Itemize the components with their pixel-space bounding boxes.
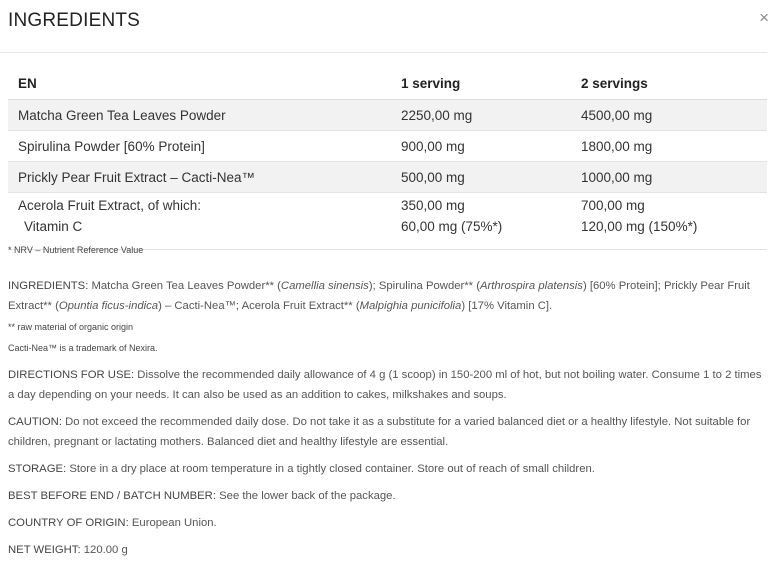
ingredients-text: ) [60% Protein]; Prickly Pear Fruit Extract** (	[8, 280, 750, 312]
ingredient-name: Matcha Green Tea Leaves Powder	[8, 100, 389, 131]
directions-paragraph	[8, 366, 766, 405]
storage-text: Store in a dry place at room temperature in a tightly closed container. Store out of reach of small children.	[66, 463, 595, 475]
nrv-note: * NRV – Nutrient Reference Value	[8, 245, 144, 255]
ingredient-name: Prickly Pear Fruit Extract – Cacti-Nea™	[8, 162, 389, 193]
serving-2-value: 1000,00 mg	[571, 162, 767, 193]
serving-1-value: 350,00 mg	[401, 198, 465, 213]
sub-serving-1-value: 60,00 mg (75%*)	[401, 219, 503, 234]
net-weight-label: NET WEIGHT:	[8, 544, 81, 556]
net-weight-paragraph	[8, 541, 766, 561]
caution-paragraph	[8, 413, 766, 452]
sub-serving-2-value: 120,00 mg (150%*)	[581, 219, 698, 234]
latin-name: Arthrospira platensis	[479, 280, 583, 292]
ingredients-text: ) [17% Vitamin C].	[461, 299, 553, 312]
origin-text: European Union.	[128, 517, 217, 529]
caution-label: CAUTION:	[8, 416, 62, 428]
latin-name: Camellia sinensis	[280, 280, 369, 292]
latin-name: Malpighia punicifolia	[359, 299, 462, 312]
ingredient-name: Spirulina Powder [60% Protein]	[8, 131, 389, 162]
best-before-paragraph	[8, 487, 766, 507]
best-before-label: BEST BEFORE END / BATCH NUMBER:	[8, 490, 216, 502]
serving-1-cell	[389, 193, 571, 250]
ingredients-label: INGREDIENTS:	[8, 280, 89, 292]
serving-1-value: 900,00 mg	[389, 131, 571, 162]
column-header-1-serving: 1 serving	[389, 68, 571, 100]
serving-2-cell	[571, 193, 767, 250]
latin-name: Opuntia ficus-indica	[58, 299, 159, 312]
column-header-2-servings: 2 servings	[571, 68, 767, 100]
table-row	[8, 193, 767, 250]
organic-note: ** raw material of organic origin	[8, 322, 134, 332]
sub-ingredient-name: Vitamin C	[24, 219, 83, 234]
table-row	[8, 131, 767, 162]
table-header-row	[8, 68, 767, 100]
close-icon[interactable]: ×	[759, 8, 769, 27]
table-row	[8, 162, 767, 193]
ingredient-cell	[8, 193, 389, 250]
column-header-language: EN	[8, 68, 389, 100]
nutrition-table	[8, 68, 767, 250]
dialog-header	[0, 0, 767, 53]
serving-1-value: 500,00 mg	[389, 162, 571, 193]
caution-text: Do not exceed the recommended daily dose. Do not take it as a substitute for a varied balanced diet or a healthy lifestyle. Not suitable for children, pregnant or lactating mothers. Balanced diet and healthy lifestyle are essential.	[8, 416, 751, 448]
serving-2-value: 1800,00 mg	[571, 131, 767, 162]
ingredient-name: Acerola Fruit Extract, of which:	[18, 198, 202, 213]
directions-text: Dissolve the recommended daily allowance of 4 g (1 scoop) in 150-200 ml of hot, but not boiling water. Consume 1 to 2 times a day depending on your needs. It can also be used as an addition to cakes, milkshakes and soups.	[8, 369, 762, 401]
directions-label: DIRECTIONS FOR USE:	[8, 369, 135, 381]
best-before-text: See the lower back of the package.	[215, 490, 396, 502]
trademark-note: Cacti-Nea™ is a trademark of Nexira.	[8, 343, 158, 353]
ingredients-paragraph	[8, 277, 766, 316]
dialog-title: INGREDIENTS	[8, 10, 141, 31]
serving-2-value: 700,00 mg	[581, 198, 645, 213]
net-weight-text: 120.00 g	[80, 544, 128, 556]
storage-paragraph	[8, 460, 766, 480]
ingredients-text: ) – Cacti-Nea™; Acerola Fruit Extract** (	[158, 299, 360, 312]
origin-label: COUNTRY OF ORIGIN:	[8, 517, 129, 529]
table-row	[8, 100, 767, 131]
ingredients-text: Matcha Green Tea Leaves Powder** (	[88, 280, 281, 292]
serving-2-value: 4500,00 mg	[571, 100, 767, 131]
ingredients-text: ); Spirulina Powder** (	[368, 280, 480, 292]
origin-paragraph	[8, 514, 766, 534]
serving-1-value: 2250,00 mg	[389, 100, 571, 131]
storage-label: STORAGE:	[8, 463, 67, 475]
